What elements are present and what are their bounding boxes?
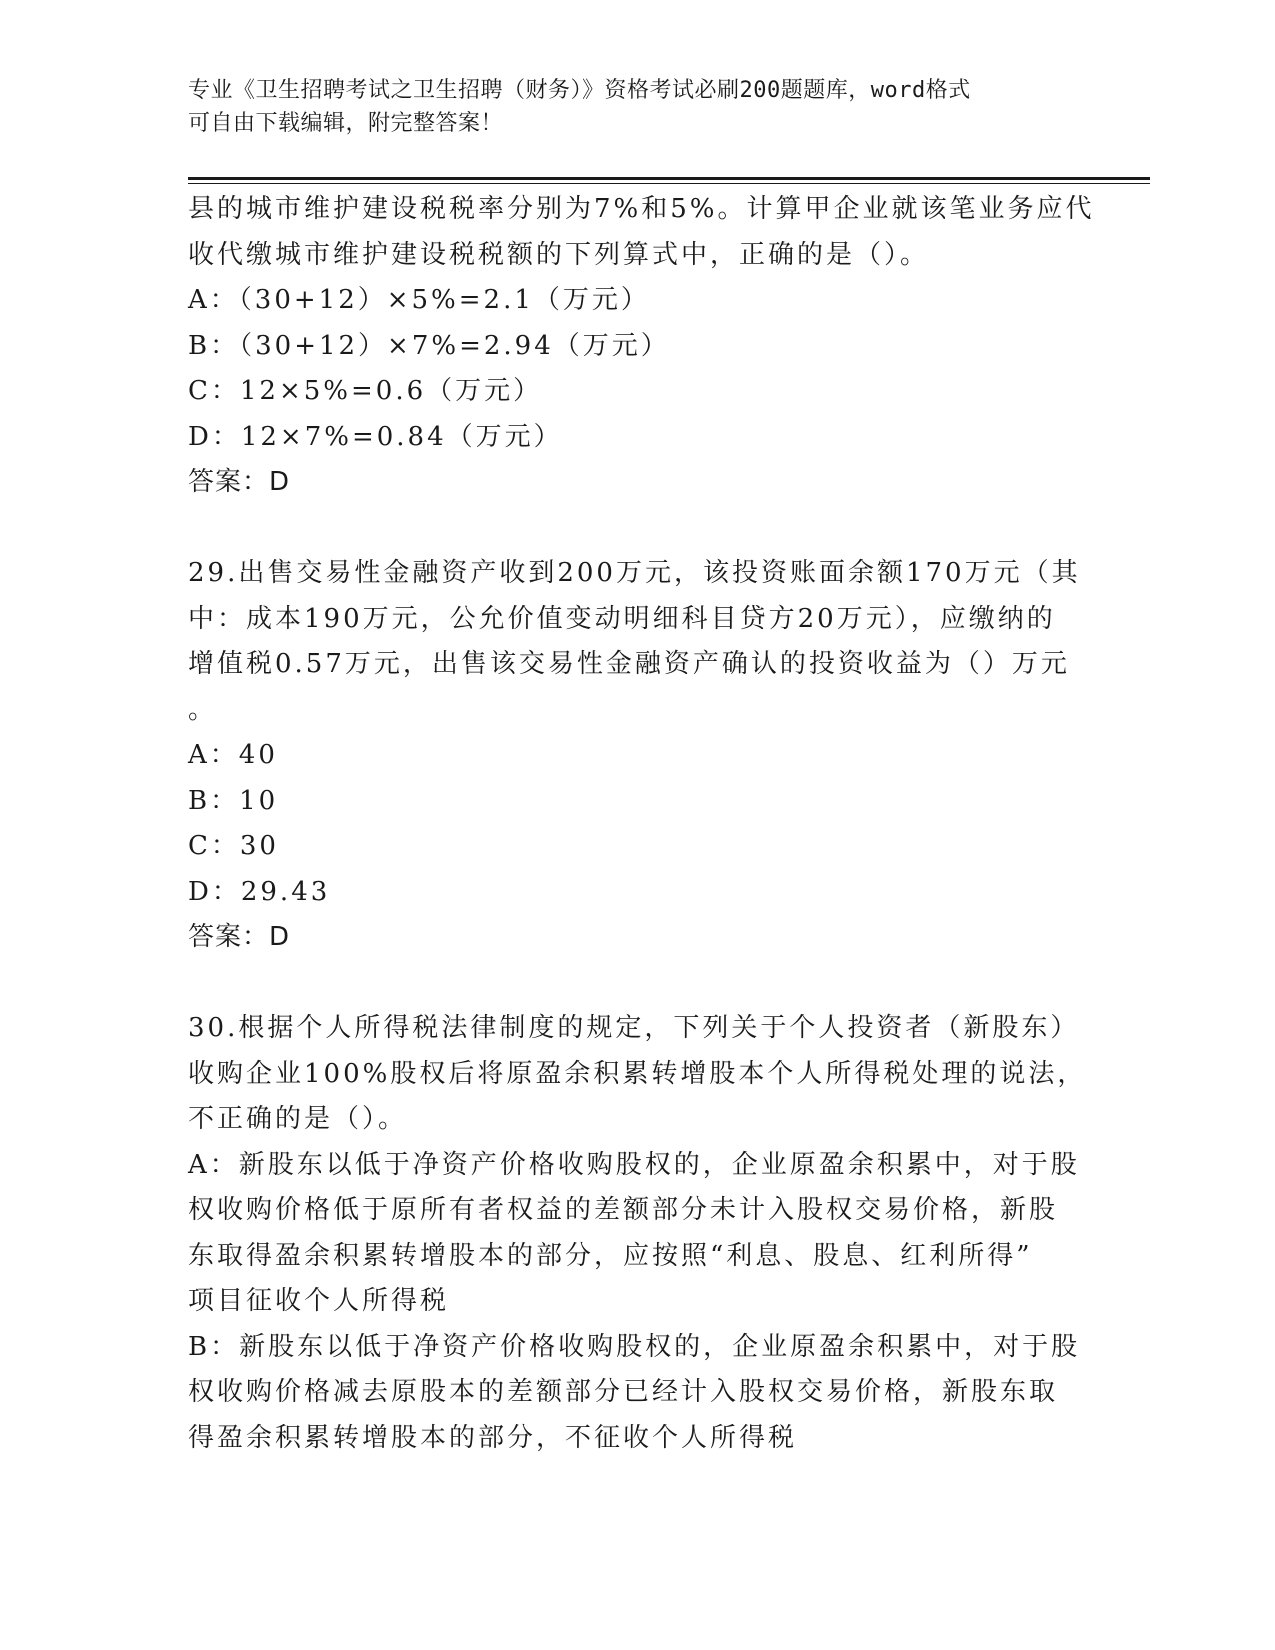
option-b: B：新股东以低于净资产价格收购股权的，企业原盈余积累中，对于股 xyxy=(188,1331,1081,1362)
question-stem-line: 增值税0.57万元，出售该交易性金融资产确认的投资收益为（）万元 xyxy=(188,649,1070,679)
option-d: D：12×7%=0.84（万元） xyxy=(188,421,563,452)
question-28 xyxy=(188,187,1095,506)
question-stem-line: 收购企业100%股权后将原盈余积累转增股本个人所得税处理的说法， xyxy=(188,1058,1087,1089)
document-header xyxy=(188,74,1078,140)
header-line-2: 可自由下载编辑，附完整答案！ xyxy=(188,111,504,136)
header-rule-thin xyxy=(188,183,1150,184)
header-line-1: 专业《卫生招聘考试之卫生招聘（财务）》资格考试必刷200题题库，word格式 xyxy=(188,78,971,103)
spacer xyxy=(188,506,1068,552)
header-rule-thick xyxy=(188,177,1150,180)
spacer xyxy=(188,961,1068,1007)
question-stem-line: 。 xyxy=(188,694,218,725)
option-c: C：12×5%=0.6（万元） xyxy=(188,376,543,406)
option-a: A：新股东以低于净资产价格收购股权的，企业原盈余积累中，对于股 xyxy=(188,1149,1080,1180)
question-stem-line: 不正确的是（）。 xyxy=(188,1104,408,1134)
option-a: 东取得盈余积累转增股本的部分，应按照“利息、股息、红利所得” xyxy=(188,1240,1033,1271)
option-b: B：（30+12）×7%=2.94（万元） xyxy=(188,330,670,361)
answer-line: 答案：D xyxy=(188,922,291,952)
question-29 xyxy=(188,551,1081,961)
option-d: D：29.43 xyxy=(188,876,331,907)
question-stem-line: 30.根据个人所得税法律制度的规定，下列关于个人投资者（新股东） xyxy=(188,1013,1080,1043)
question-stem-line: 中：成本190万元，公允价值变动明细科目贷方20万元），应缴纳的 xyxy=(188,603,1056,634)
question-stem-line: 收代缴城市维护建设税税额的下列算式中，正确的是（）。 xyxy=(188,239,930,270)
question-stem-line: 县的城市维护建设税税率分别为7%和5%。计算甲企业就该笔业务应代 xyxy=(188,194,1095,224)
option-a: A：40 xyxy=(188,740,278,770)
option-a: 项目征收个人所得税 xyxy=(188,1286,450,1316)
document-body xyxy=(188,187,1095,1461)
question-stem-line: 29.出售交易性金融资产收到200万元，该投资账面余额170万元（其 xyxy=(188,558,1081,588)
option-a: 权收购价格低于原所有者权益的差额部分未计入股权交易价格，新股 xyxy=(188,1195,1059,1225)
option-a: A：（30+12）×5%=2.1（万元） xyxy=(188,285,650,315)
answer-line: 答案：D xyxy=(188,467,291,497)
question-30 xyxy=(188,1006,1087,1461)
option-b: 权收购价格减去原股本的差额部分已经计入股权交易价格，新股东取 xyxy=(188,1377,1059,1407)
option-c: C：30 xyxy=(188,831,279,861)
option-b: B：10 xyxy=(188,785,279,816)
option-b: 得盈余积累转增股本的部分，不征收个人所得税 xyxy=(188,1422,798,1453)
